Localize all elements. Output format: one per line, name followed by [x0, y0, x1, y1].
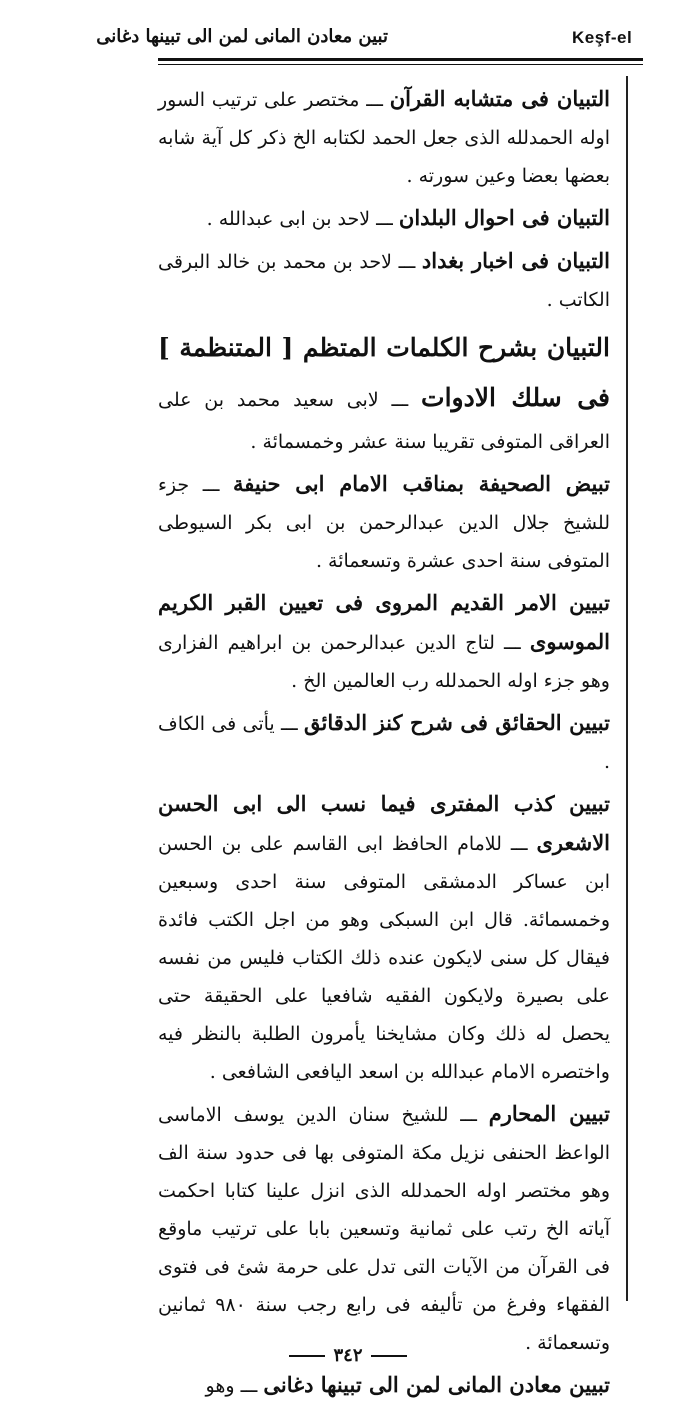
entry-tabyin-kadhib: [158, 785, 610, 1091]
page-footer: [0, 1345, 696, 1366]
entry-body: ـــ لاحد بن ابى عبدالله .: [206, 208, 393, 230]
entry-heading: التبيان بشرح الكلمات المتظم [ المتنظمة ] فى سلك الادوات: [158, 333, 610, 412]
page-number: ٣٤٢: [333, 1345, 363, 1366]
entry-body: ـــ لابى سعيد محمد بن على العراقى المتوفى تقريبا سنة عشر وخمسمائة .: [158, 389, 610, 453]
entry-heading: تبيض الصحيفة بمناقب الامام ابى حنيفة: [232, 471, 610, 496]
entry-tibyan-kalimat: [158, 323, 610, 461]
entry-tabyin-maharim: [158, 1095, 610, 1362]
header-rule-thin: [158, 64, 643, 65]
entry-tibyan-buldan: [158, 199, 610, 238]
footer-dash: [371, 1355, 407, 1357]
running-header-label: Keşf-el: [572, 28, 633, 47]
entry-heading: التبيان فى اخبار بغداد: [421, 248, 610, 273]
entry-tabyid-sahifa: [158, 465, 610, 580]
footer-dash: [289, 1355, 325, 1357]
entry-body: ـــ للامام الحافظ ابى القاسم على بن الحسن ابن عساكر الدمشقى المتوفى سنة احدى وسبعين وخمسمائة. قال ابن السبكى وهو من اجل الكتب فائدة فيقال كل سنى لايكون عنده ذلك الكتاب فليس من نفسه على بصيرة ولايكون الفقيه شافعيا على الحقيقة حتى يحصل له ذلك وكان مشايخنا يأمرون الطلبة بالنظر فيه واختصره الامام عبدالله بن اسعد اليافعى الشافعى .: [158, 833, 610, 1083]
entry-tibyan-mutashabih: [158, 80, 610, 195]
entry-body: ـــ لتاج الدين عبدالرحمن بن ابراهيم الفزارى وهو جزء اوله الحمدلله رب العالمين الخ .: [158, 632, 610, 692]
entry-body: ـــ لاحد بن محمد بن خالد البرقى الكاتب .: [158, 251, 610, 311]
entry-tabyin-amr: [158, 584, 610, 700]
entry-heading: تبيين كذب المفترى فيما نسب الى ابى الحسن الاشعرى: [158, 791, 610, 855]
entry-tibyan-baghdad: [158, 242, 610, 319]
column-rule: [626, 76, 628, 1301]
entry-tabyin-haqaiq: [158, 704, 610, 781]
entry-tabyin-maadin: [158, 1366, 610, 1405]
running-header-title: تبين معادن المانى لمن الى تبينها دغانى: [96, 26, 388, 47]
entries-column: [158, 80, 610, 1409]
entry-heading: تبيين الامر القديم المروى فى تعيين القبر الكريم الموسوى: [158, 590, 610, 654]
entry-body: ـــ جزء للشيخ جلال الدين عبدالرحمن بن ابى بكر السيوطى المتوفى سنة احدى عشرة وتسعمائة .: [158, 474, 610, 572]
entry-body: ـــ وهو: [205, 1375, 258, 1397]
entry-heading: تبيين معادن المانى لمن الى تبينها دغانى: [263, 1372, 610, 1397]
entry-body: ـــ يأتى فى الكاف .: [158, 713, 610, 773]
entry-heading: تبيين الحقائق فى شرح كنز الدقائق: [303, 710, 610, 735]
entry-heading: تبيين المحارم: [488, 1101, 611, 1126]
entry-heading: التبيان فى متشابه القرآن: [389, 86, 611, 111]
entry-body: ـــ مختصر على ترتيب السور اوله الحمدلله الذى جعل الحمد لكتابه الخ ذكر كل آية شابه بعضها بعضا وعين سورته .: [158, 89, 610, 187]
entry-body: ـــ للشيخ سنان الدين يوسف الاماسى الواعظ الحنفى نزيل مكة المتوفى بها فى حدود سنة الف وهو مختصر اوله الحمدلله الذى انزل علينا كتابا احكمت آياته الخ رتب على ثمانية وتسعين بابا على ترتيب ماوقع فى القرآن من الآيات التى تدل على حرمة شئ فى فتوى الفقهاء وفرغ من تأليفه فى رابع رجب سنة ٩٨٠ ثمانين وتسعمائة .: [158, 1104, 610, 1354]
header-rule-thick: [158, 58, 643, 61]
entry-heading: التبيان فى احوال البلدان: [398, 205, 610, 230]
